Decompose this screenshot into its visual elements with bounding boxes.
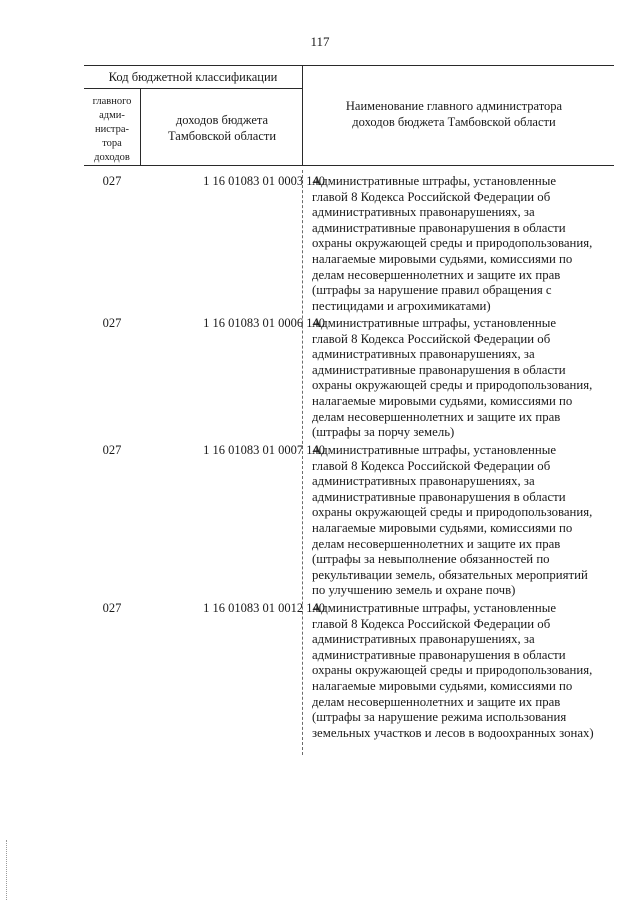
header-admin-line: тора [102,138,122,149]
header-code-line: Тамбовской области [167,129,277,143]
description-line: делам несовершеннолетних и защите их прав [312,409,561,424]
description-line: налагаемые мировыми судьями, комиссиями по [312,520,573,535]
header-code-line: доходов бюджета [175,113,269,127]
budget-code-cell: 1 16 01083 01 0012 140 [203,601,325,615]
description-line: (штрафы за порчу земель) [312,425,455,440]
description-line: (штрафы за нарушение режима использования [312,710,567,725]
description-line: административные правонарушения в области [312,362,566,377]
header-admin-line: доходов [94,152,130,163]
budget-code-cell: 1 16 01083 01 0003 140 [203,174,325,188]
body-column-divider [302,170,303,755]
description-line: (штрафы за невыполнение обязанностей по [312,552,550,567]
budget-code-cell: 1 16 01083 01 0006 140 [203,316,325,330]
description-line: (штрафы за нарушение правил обращения с [312,283,552,298]
column-divider-2 [302,65,303,165]
description-line: административные правонарушения в области [312,489,566,504]
description-line: главой 8 Кодекса Российской Федерации об [312,331,551,346]
admin-code-cell: 027 [102,601,122,615]
header-admin-line: нистра- [94,124,130,135]
description-line: земельных участков и лесов в водоохранных зонах) [312,725,594,740]
description-line: главой 8 Кодекса Российской Федерации об [312,616,551,631]
header-admin-column [84,95,140,165]
page-number: 117 [310,34,330,49]
description-line: делам несовершеннолетних и защите их прав [312,536,561,551]
description-line: Административные штрафы, установленные [312,443,557,457]
table-top-rule [84,65,614,66]
header-admin-line: главного [92,96,132,107]
description-line: Административные штрафы, установленные [312,174,557,188]
description-line: налагаемые мировыми судьями, комиссиями по [312,251,573,266]
description-line: охраны окружающей среды и природопользования, [312,505,593,520]
description-cell [312,443,612,599]
header-bottom-rule [84,165,614,166]
description-line: Административные штрафы, установленные [312,316,557,330]
description-line: охраны окружающей среды и природопользования, [312,236,593,251]
description-line: по улучшению земель и охране почв) [312,583,516,598]
header-group-title: Код бюджетной классификации [108,70,278,84]
description-cell [312,601,612,741]
budget-code-cell: 1 16 01083 01 0007 140 [203,443,325,457]
header-code-column [142,112,302,144]
header-name-line: доходов бюджета Тамбовской области [352,115,556,129]
description-line: делам несовершеннолетних и защите их прав [312,694,561,709]
admin-code-cell: 027 [102,443,122,457]
header-group-rule [84,88,302,89]
description-line: пестицидами и агрохимикатами) [312,298,491,313]
description-line: главой 8 Кодекса Российской Федерации об [312,189,551,204]
description-line: административные правонарушения в области [312,220,566,235]
description-cell [312,174,612,314]
header-name-line: Наименование главного администратора [345,99,563,113]
description-line: делам несовершеннолетних и защите их прав [312,267,561,282]
column-divider-1 [140,88,141,165]
header-name-column [304,98,604,130]
description-line: главой 8 Кодекса Российской Федерации об [312,458,551,473]
description-line: рекультивации земель, обязательных мероприятий [312,567,588,582]
admin-code-cell: 027 [102,174,122,188]
description-line: налагаемые мировыми судьями, комиссиями по [312,393,573,408]
scan-margin-dots [6,840,9,900]
description-cell [312,316,612,441]
description-line: административных правонарушениях, за [312,474,535,489]
description-line: охраны окружающей среды и природопользования, [312,663,593,678]
description-line: охраны окружающей среды и природопользования, [312,378,593,393]
header-admin-line: адми- [99,110,125,121]
description-line: административных правонарушениях, за [312,347,535,362]
admin-code-cell: 027 [102,316,122,330]
description-line: Административные штрафы, установленные [312,601,557,615]
description-line: административных правонарушениях, за [312,205,535,220]
description-line: налагаемые мировыми судьями, комиссиями по [312,678,573,693]
description-line: административных правонарушениях, за [312,632,535,647]
description-line: административные правонарушения в области [312,647,566,662]
